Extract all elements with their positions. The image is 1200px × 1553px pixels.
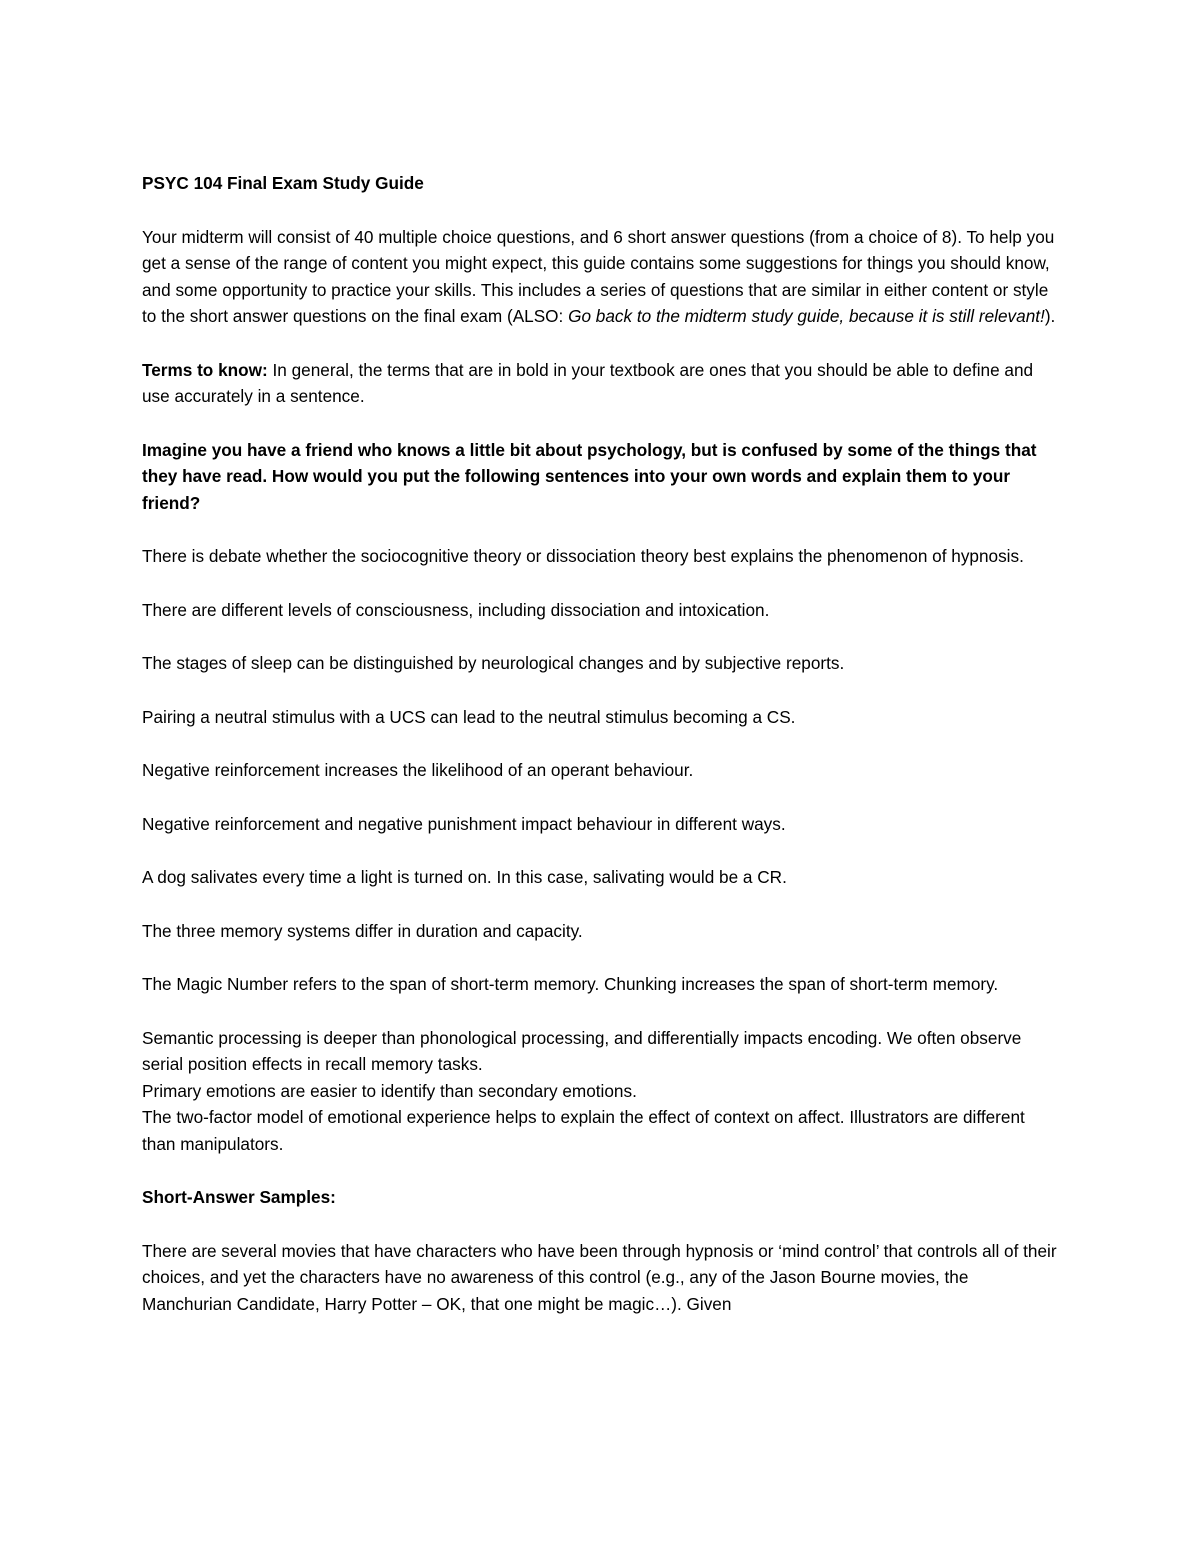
statement-item: Primary emotions are easier to identify than secondary emotions.	[142, 1080, 637, 1101]
terms-text: In general, the terms that are in bold in your textbook are ones that you should be able to define and use accurately in a sentence.	[142, 359, 1034, 406]
statement-item: A dog salivates every time a light is turned on. In this case, salivating would be a CR.	[142, 867, 787, 887]
intro-text-end: ).	[1044, 306, 1056, 326]
statement-item: The three memory systems differ in duration and capacity.	[142, 920, 583, 941]
short-answer-text: There are several movies that have characters who have been through hypnosis or ‘mind control’ that controls all of their choices, and yet the characters have no awareness of this control (e.g., any of the Jason Bourne movies, the Manchurian Candidate, Harry Potter – OK, that one might be magic…). Given	[142, 1240, 1057, 1314]
statement-item: There is debate whether the sociocognitive theory or dissociation theory best explains the phenomenon of hypnosis.	[142, 546, 1024, 566]
statement-item: Negative reinforcement increases the likelihood of an operant behaviour.	[142, 760, 694, 780]
intro-italic-note: Go back to the midterm study guide, because it is still relevant!	[568, 306, 1045, 326]
statement-item: The stages of sleep can be distinguished by neurological changes and by subjective reports.	[142, 653, 845, 673]
statement-item: Semantic processing is deeper than phonological processing, and differentially impacts encoding. We often observe serial position effects in recall memory tasks.	[142, 1027, 1022, 1074]
statement-item: Negative reinforcement and negative punishment impact behaviour in different ways.	[142, 813, 786, 834]
intro-paragraph	[142, 224, 1062, 330]
terms-label: Terms to know:	[142, 359, 268, 380]
intro-text: Your midterm will consist of 40 multiple choice questions, and 6 short answer questions (from a choice of 8). To help you get a sense of the range of content you might expect, this guide contains some suggestions for things you should know, and some opportunity to practice your skills. This includes a series of questions that are similar in either content or style to the short answer questions on the final exam (ALSO:	[142, 226, 1055, 326]
short-answer-heading: Short-Answer Samples:	[142, 1187, 336, 1207]
terms-paragraph	[142, 357, 1062, 410]
document-page	[142, 170, 1062, 1317]
document-title: PSYC 104 Final Exam Study Guide	[142, 173, 424, 193]
statement-item: Pairing a neutral stimulus with a UCS can lead to the neutral stimulus becoming a CS.	[142, 706, 796, 727]
statement-item: The two-factor model of emotional experience helps to explain the effect of context on affect. Illustrators are different than manipulators.	[142, 1107, 1025, 1154]
statement-item: The Magic Number refers to the span of short-term memory. Chunking increases the span of short-term memory.	[142, 974, 999, 994]
friend-prompt: Imagine you have a friend who knows a little bit about psychology, but is confused by some of the things that they have read. How would you put the following sentences into your own words and explain them to your friend?	[142, 439, 1037, 513]
statement-item: There are different levels of consciousness, including dissociation and intoxication.	[142, 599, 770, 620]
